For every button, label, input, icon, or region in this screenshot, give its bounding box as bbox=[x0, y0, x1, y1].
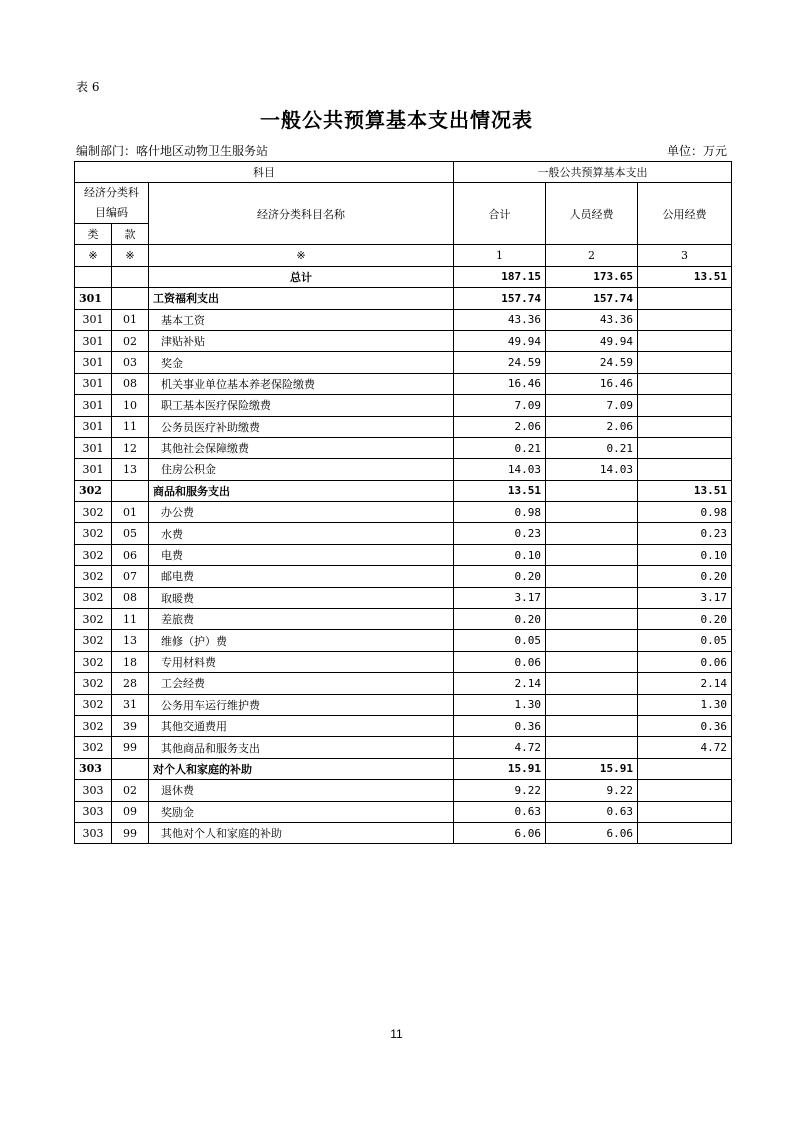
cell-lei: 301 bbox=[75, 288, 112, 309]
cell-name: 奖金 bbox=[149, 352, 454, 373]
cell-name: 工资福利支出 bbox=[149, 288, 454, 309]
cell-personnel: 43.36 bbox=[546, 309, 638, 330]
table-row bbox=[75, 566, 732, 587]
total-personnel: 173.65 bbox=[546, 266, 638, 287]
cell-personnel: 2.06 bbox=[546, 416, 638, 437]
cell-personnel: 6.06 bbox=[546, 822, 638, 843]
cell-name: 住房公积金 bbox=[149, 459, 454, 480]
cell-name: 差旅费 bbox=[149, 609, 454, 630]
table-row bbox=[75, 673, 732, 694]
cell-kuan: 03 bbox=[112, 352, 149, 373]
cell-personnel bbox=[546, 544, 638, 565]
cell-personnel bbox=[546, 737, 638, 758]
col-number-1: 1 bbox=[454, 245, 546, 266]
page-number: 11 bbox=[390, 1027, 403, 1041]
cell-kuan: 01 bbox=[112, 502, 149, 523]
cell-public: 0.20 bbox=[638, 609, 732, 630]
cell-personnel: 7.09 bbox=[546, 395, 638, 416]
cell-total: 1.30 bbox=[454, 694, 546, 715]
cell-public: 0.36 bbox=[638, 715, 732, 736]
cell-kuan: 01 bbox=[112, 309, 149, 330]
cell-name: 对个人和家庭的补助 bbox=[149, 758, 454, 779]
table-row bbox=[75, 694, 732, 715]
cell-public bbox=[638, 822, 732, 843]
cell-name: 其他对个人和家庭的补助 bbox=[149, 822, 454, 843]
cell-kuan: 02 bbox=[112, 780, 149, 801]
cell-name: 津贴补贴 bbox=[149, 330, 454, 351]
table-row bbox=[75, 523, 732, 544]
cell-kuan: 07 bbox=[112, 566, 149, 587]
col-number-2: 2 bbox=[546, 245, 638, 266]
cell-total: 0.36 bbox=[454, 715, 546, 736]
cell-lei: 302 bbox=[75, 480, 112, 501]
cell-total: 4.72 bbox=[454, 737, 546, 758]
cell-lei: 302 bbox=[75, 523, 112, 544]
cell-name: 水费 bbox=[149, 523, 454, 544]
header-row-4 bbox=[75, 245, 732, 266]
cell-lei: 303 bbox=[75, 780, 112, 801]
budget-table bbox=[74, 161, 732, 844]
cell-kuan: 28 bbox=[112, 673, 149, 694]
table-row bbox=[75, 502, 732, 523]
cell-personnel: 9.22 bbox=[546, 780, 638, 801]
cell-name: 公务用车运行维护费 bbox=[149, 694, 454, 715]
cell-lei: 301 bbox=[75, 352, 112, 373]
cell-personnel bbox=[546, 694, 638, 715]
cell-name: 工会经费 bbox=[149, 673, 454, 694]
cell-total: 0.06 bbox=[454, 651, 546, 672]
cell-name: 机关事业单位基本养老保险缴费 bbox=[149, 373, 454, 394]
cell-total: 15.91 bbox=[454, 758, 546, 779]
cell-name: 其他商品和服务支出 bbox=[149, 737, 454, 758]
cell-lei: 301 bbox=[75, 309, 112, 330]
header-personnel: 人员经费 bbox=[546, 183, 638, 245]
cell-name: 基本工资 bbox=[149, 309, 454, 330]
header-budget-group: 一般公共预算基本支出 bbox=[454, 162, 732, 183]
cell-name: 电费 bbox=[149, 544, 454, 565]
cell-name: 奖励金 bbox=[149, 801, 454, 822]
cell-name: 专用材料费 bbox=[149, 651, 454, 672]
cell-total: 13.51 bbox=[454, 480, 546, 501]
cell-total: 0.98 bbox=[454, 502, 546, 523]
cell-kuan bbox=[112, 288, 149, 309]
cell-lei: 301 bbox=[75, 330, 112, 351]
unit-label: 单位：万元 bbox=[666, 144, 727, 158]
table-number: 表 6 bbox=[76, 80, 100, 94]
cell-personnel: 0.21 bbox=[546, 437, 638, 458]
header-econ-name: 经济分类科目名称 bbox=[149, 183, 454, 245]
cell-lei: 302 bbox=[75, 737, 112, 758]
category-row bbox=[75, 480, 732, 501]
table-row bbox=[75, 630, 732, 651]
cell-lei: 302 bbox=[75, 544, 112, 565]
cell-personnel: 24.59 bbox=[546, 352, 638, 373]
cell-lei: 302 bbox=[75, 651, 112, 672]
table-row bbox=[75, 309, 732, 330]
table-row bbox=[75, 373, 732, 394]
cell-lei: 302 bbox=[75, 587, 112, 608]
cell-kuan bbox=[112, 480, 149, 501]
cell-lei: 301 bbox=[75, 416, 112, 437]
cell-total: 14.03 bbox=[454, 459, 546, 480]
cell-personnel: 14.03 bbox=[546, 459, 638, 480]
cell-kuan: 05 bbox=[112, 523, 149, 544]
cell-kuan: 31 bbox=[112, 694, 149, 715]
total-total: 187.15 bbox=[454, 266, 546, 287]
cell-public: 0.10 bbox=[638, 544, 732, 565]
department-label: 编制部门：喀什地区动物卫生服务站 bbox=[76, 144, 269, 158]
cell-lei: 303 bbox=[75, 822, 112, 843]
cell-personnel bbox=[546, 609, 638, 630]
cell-personnel: 0.63 bbox=[546, 801, 638, 822]
cell-total: 9.22 bbox=[454, 780, 546, 801]
cell-total: 0.20 bbox=[454, 609, 546, 630]
cell-lei: 301 bbox=[75, 437, 112, 458]
table-row bbox=[75, 609, 732, 630]
col-number-3: 3 bbox=[638, 245, 732, 266]
total-lei bbox=[75, 266, 112, 287]
cell-lei: 301 bbox=[75, 373, 112, 394]
cell-lei: 302 bbox=[75, 630, 112, 651]
cell-kuan: 11 bbox=[112, 416, 149, 437]
cell-total: 0.63 bbox=[454, 801, 546, 822]
cell-personnel bbox=[546, 523, 638, 544]
header-kuan: 款 bbox=[112, 224, 149, 245]
cell-personnel bbox=[546, 715, 638, 736]
cell-lei: 303 bbox=[75, 758, 112, 779]
table-row bbox=[75, 395, 732, 416]
cell-name: 其他社会保障缴费 bbox=[149, 437, 454, 458]
cell-lei: 302 bbox=[75, 673, 112, 694]
table-row bbox=[75, 737, 732, 758]
cell-total: 3.17 bbox=[454, 587, 546, 608]
table-row bbox=[75, 330, 732, 351]
cell-name: 维修（护）费 bbox=[149, 630, 454, 651]
cell-kuan bbox=[112, 758, 149, 779]
cell-kuan: 10 bbox=[112, 395, 149, 416]
cell-total: 24.59 bbox=[454, 352, 546, 373]
page-title: 一般公共预算基本支出情况表 bbox=[260, 108, 533, 132]
cell-public: 1.30 bbox=[638, 694, 732, 715]
header-row-1 bbox=[75, 162, 732, 183]
total-public: 13.51 bbox=[638, 266, 732, 287]
cell-name: 商品和服务支出 bbox=[149, 480, 454, 501]
cell-name: 办公费 bbox=[149, 502, 454, 523]
cell-kuan: 18 bbox=[112, 651, 149, 672]
mark-lei: ※ bbox=[75, 245, 112, 266]
cell-public bbox=[638, 416, 732, 437]
cell-personnel bbox=[546, 502, 638, 523]
cell-total: 2.06 bbox=[454, 416, 546, 437]
mark-name: ※ bbox=[149, 245, 454, 266]
cell-lei: 302 bbox=[75, 502, 112, 523]
header-subject: 科目 bbox=[75, 162, 454, 183]
cell-total: 0.10 bbox=[454, 544, 546, 565]
cell-personnel bbox=[546, 673, 638, 694]
cell-public bbox=[638, 459, 732, 480]
cell-name: 退休费 bbox=[149, 780, 454, 801]
table-row bbox=[75, 437, 732, 458]
total-row bbox=[75, 266, 732, 287]
cell-public bbox=[638, 309, 732, 330]
cell-lei: 301 bbox=[75, 395, 112, 416]
category-row bbox=[75, 758, 732, 779]
table-row bbox=[75, 352, 732, 373]
header-lei: 类 bbox=[75, 224, 112, 245]
cell-public bbox=[638, 288, 732, 309]
cell-kuan: 13 bbox=[112, 630, 149, 651]
cell-public: 4.72 bbox=[638, 737, 732, 758]
cell-personnel: 49.94 bbox=[546, 330, 638, 351]
cell-public: 3.17 bbox=[638, 587, 732, 608]
cell-personnel bbox=[546, 480, 638, 501]
cell-lei: 301 bbox=[75, 459, 112, 480]
cell-personnel: 157.74 bbox=[546, 288, 638, 309]
cell-kuan: 12 bbox=[112, 437, 149, 458]
cell-lei: 302 bbox=[75, 609, 112, 630]
cell-public bbox=[638, 330, 732, 351]
cell-personnel bbox=[546, 587, 638, 608]
cell-total: 16.46 bbox=[454, 373, 546, 394]
table-row bbox=[75, 416, 732, 437]
cell-kuan: 08 bbox=[112, 373, 149, 394]
cell-total: 43.36 bbox=[454, 309, 546, 330]
cell-name: 邮电费 bbox=[149, 566, 454, 587]
table-row bbox=[75, 544, 732, 565]
cell-kuan: 39 bbox=[112, 715, 149, 736]
cell-personnel: 15.91 bbox=[546, 758, 638, 779]
cell-public bbox=[638, 437, 732, 458]
cell-personnel bbox=[546, 651, 638, 672]
cell-total: 0.21 bbox=[454, 437, 546, 458]
cell-public: 0.06 bbox=[638, 651, 732, 672]
header-row-2 bbox=[75, 183, 732, 224]
cell-public: 0.05 bbox=[638, 630, 732, 651]
cell-kuan: 99 bbox=[112, 737, 149, 758]
table-row bbox=[75, 587, 732, 608]
cell-total: 2.14 bbox=[454, 673, 546, 694]
cell-kuan: 06 bbox=[112, 544, 149, 565]
cell-public: 0.23 bbox=[638, 523, 732, 544]
cell-total: 0.05 bbox=[454, 630, 546, 651]
cell-name: 其他交通费用 bbox=[149, 715, 454, 736]
total-kuan bbox=[112, 266, 149, 287]
cell-lei: 302 bbox=[75, 694, 112, 715]
cell-public bbox=[638, 801, 732, 822]
table-row bbox=[75, 651, 732, 672]
table-row bbox=[75, 780, 732, 801]
header-public: 公用经费 bbox=[638, 183, 732, 245]
cell-total: 157.74 bbox=[454, 288, 546, 309]
cell-total: 7.09 bbox=[454, 395, 546, 416]
cell-public bbox=[638, 352, 732, 373]
cell-public: 0.20 bbox=[638, 566, 732, 587]
cell-public bbox=[638, 373, 732, 394]
table-row bbox=[75, 715, 732, 736]
table-row bbox=[75, 801, 732, 822]
cell-kuan: 08 bbox=[112, 587, 149, 608]
cell-personnel: 16.46 bbox=[546, 373, 638, 394]
table-row bbox=[75, 822, 732, 843]
cell-total: 0.23 bbox=[454, 523, 546, 544]
cell-kuan: 02 bbox=[112, 330, 149, 351]
cell-public bbox=[638, 780, 732, 801]
cell-name: 取暖费 bbox=[149, 587, 454, 608]
cell-personnel bbox=[546, 566, 638, 587]
total-label: 总计 bbox=[149, 266, 454, 287]
cell-total: 6.06 bbox=[454, 822, 546, 843]
cell-name: 职工基本医疗保险缴费 bbox=[149, 395, 454, 416]
cell-public: 0.98 bbox=[638, 502, 732, 523]
cell-kuan: 11 bbox=[112, 609, 149, 630]
cell-total: 0.20 bbox=[454, 566, 546, 587]
cell-kuan: 09 bbox=[112, 801, 149, 822]
cell-name: 公务员医疗补助缴费 bbox=[149, 416, 454, 437]
cell-public: 2.14 bbox=[638, 673, 732, 694]
header-total: 合计 bbox=[454, 183, 546, 245]
mark-kuan: ※ bbox=[112, 245, 149, 266]
table-row bbox=[75, 459, 732, 480]
cell-personnel bbox=[546, 630, 638, 651]
cell-public bbox=[638, 758, 732, 779]
cell-public bbox=[638, 395, 732, 416]
category-row bbox=[75, 288, 732, 309]
cell-total: 49.94 bbox=[454, 330, 546, 351]
cell-lei: 303 bbox=[75, 801, 112, 822]
cell-kuan: 99 bbox=[112, 822, 149, 843]
cell-public: 13.51 bbox=[638, 480, 732, 501]
cell-lei: 302 bbox=[75, 566, 112, 587]
cell-lei: 302 bbox=[75, 715, 112, 736]
header-econ-code: 经济分类科目编码 bbox=[75, 183, 149, 224]
cell-kuan: 13 bbox=[112, 459, 149, 480]
